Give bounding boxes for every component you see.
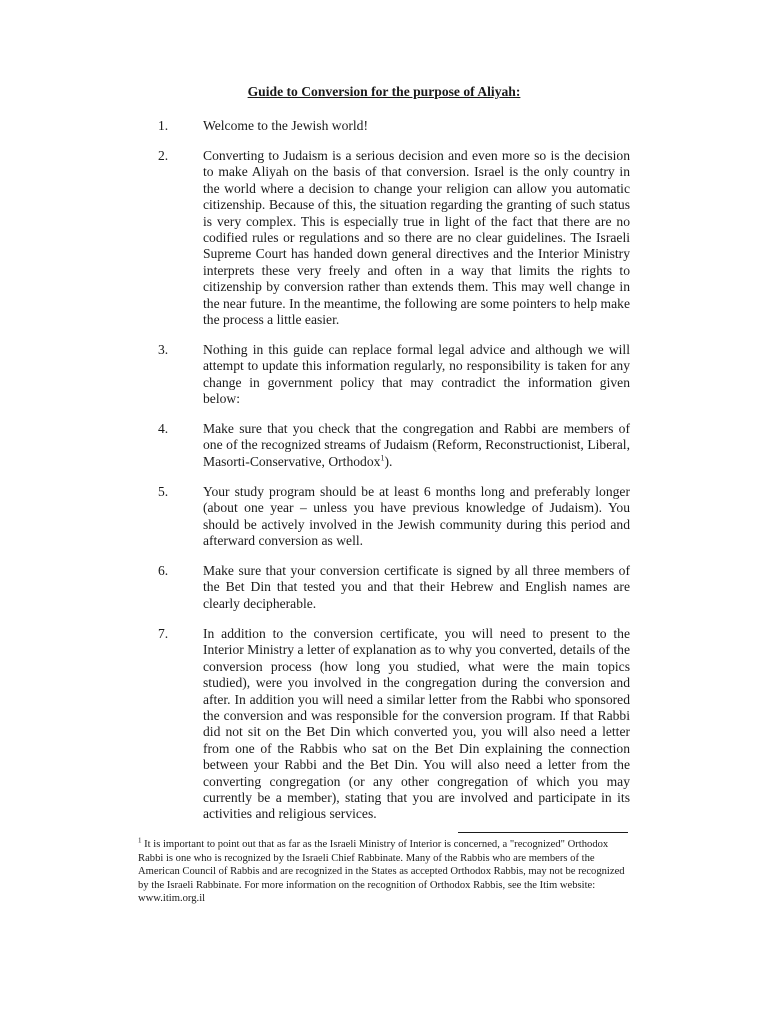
item-number: 5. [158,484,169,499]
item-number: 2. [158,148,169,163]
item-text: Make sure that your conversion certificate is signed by all three members of the Bet Din that tested you and that their Hebrew and English names are clearly decipherable. [203,563,630,611]
item-text: In addition to the conversion certificate, you will need to present to the Interior Ministry a letter of explanation as to why you converted, details of the conversion process (how long you studied, what were the main topics studied), were you involved in the congregation during the conversion and after. In addition you will need a similar letter from the Rabbi who sponsored the conversion and was responsible for the conversion program. If that Rabbi did not sit on the Bet Din which converted you, you will also need a letter from one of the Rabbis who sat on the Bet Din explaining the connection between your Rabbi and the Bet Din. You will also need a letter from the converting congregation (or any other congregation of which you may currently be a member), stating that you are involved and participate in its activities and religious services. [203,626,630,822]
footnote [138,838,630,906]
item-text: Make sure that you check that the congregation and Rabbi are members of one of the recognized streams of Judaism (Reform, Reconstructionist, Liberal, Masorti-Conservative, Orthodox [203,421,630,469]
item-text: Converting to Judaism is a serious decision and even more so is the decision to make Aliyah on the basis of that conversion. Israel is the only country in the world where a decision to change your religion can allow you automatic citizenship. Because of this, the situation regarding the granting of such status is very complex. This is especially true in light of the fact that there are no codified rules or regulations and so there are no clear guidelines. The Israeli Supreme Court has handed down general directives and the Interior Ministry interprets these very freely and often in a way that limits the rights to citizenship by conversion rather than extends them. This may well change in the near future. In the meantime, the following are some pointers to help make the process a little easier. [203,148,630,328]
item-number: 7. [158,626,169,641]
footnote-marker: 1 [138,836,142,845]
item-text-container [203,421,630,470]
document-title: Guide to Conversion for the purpose of Aliyah: [247,84,521,99]
item-number: 6. [158,563,169,578]
footnote-text: It is important to point out that as far as the Israeli Ministry of Interior is concerned, a "recognized" Orthodox Rabbi is one who is recognized by the Israeli Chief Rabbinate. Many of the Rabbis who are members of the American Council of Rabbis and are recognized in the States as accepted Orthodox Rabbis, may not be recognized by the Israeli Rabbinate. For more information on the recognition of Orthodox Rabbis, see the Itim website: www.itim.org.il [138,839,625,905]
item-text-after: ). [384,453,393,469]
footnote-separator [458,832,628,833]
item-number: 1. [158,118,169,133]
item-text: Your study program should be at least 6 months long and preferably longer (about one year – unless you have previous knowledge of Judaism). You should be actively involved in the Jewish community during this period and afterward conversion as well. [203,484,630,549]
item-text: Nothing in this guide can replace formal legal advice and although we will attempt to update this information regularly, no responsibility is taken for any change in government policy that may contradict the information given below: [203,342,630,407]
item-number: 3. [158,342,169,357]
item-text: Welcome to the Jewish world! [203,118,369,133]
item-number: 4. [158,421,169,436]
footnote-reference: 1 [380,453,385,463]
